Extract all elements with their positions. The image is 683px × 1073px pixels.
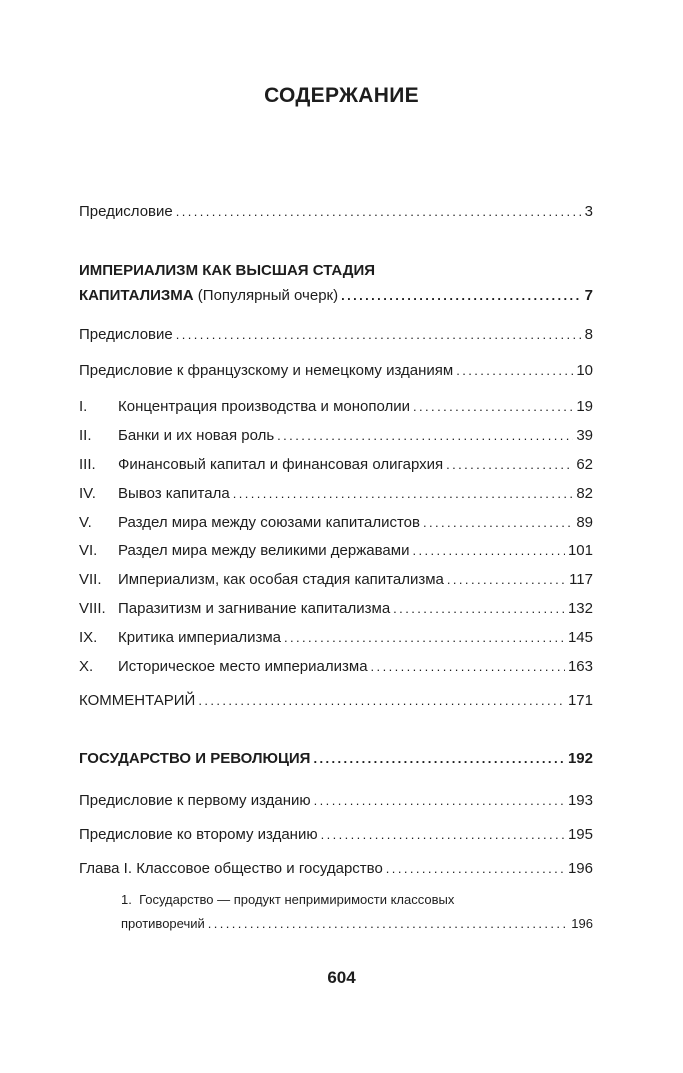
toc-entry-page: 8 xyxy=(584,326,593,343)
chapter-number: IV. xyxy=(79,485,96,502)
toc-entry-label: Предисловие xyxy=(79,203,173,220)
toc-entry-page: 193 xyxy=(567,792,593,809)
chapter-page: 163 xyxy=(567,658,593,675)
dot-leader xyxy=(412,542,565,560)
part2-title: ГОСУДАРСТВО И РЕВОЛЮЦИЯ xyxy=(79,750,311,767)
section1-title-line2: противоречий xyxy=(121,916,205,931)
toc-entry-page: 196 xyxy=(567,860,593,877)
chapter-number: IX. xyxy=(79,629,98,646)
toc-entry-part2-preface1[interactable] xyxy=(79,792,593,810)
dot-leader xyxy=(423,514,573,532)
chapter-page: 62 xyxy=(576,456,593,473)
toc-entry-page: 3 xyxy=(584,203,593,220)
toc-entry-part1-preface[interactable] xyxy=(79,326,593,344)
chapter-page: 145 xyxy=(567,629,593,646)
toc-entry-part2[interactable] xyxy=(79,750,593,768)
dot-leader xyxy=(371,658,565,676)
page-number: 604 xyxy=(327,968,356,987)
dot-leader xyxy=(208,915,569,933)
chapter-title: Банки и их новая роль xyxy=(118,427,275,444)
toc-entry-page: 7 xyxy=(584,287,593,304)
chapter-title: Финансовый капитал и финансовая олигархия xyxy=(118,456,444,473)
chapter-title: Вывоз капитала xyxy=(118,485,230,502)
toc-chapter-2[interactable] xyxy=(79,427,593,445)
toc-chapter-8[interactable] xyxy=(79,600,593,618)
dot-leader xyxy=(176,203,582,221)
dot-leader xyxy=(314,792,565,810)
dot-leader xyxy=(321,826,565,844)
toc-entry-commentary[interactable] xyxy=(79,692,593,710)
chapter-page: 117 xyxy=(569,571,593,588)
toc-chapter-6[interactable] xyxy=(79,542,593,560)
chapter-number: V. xyxy=(79,514,92,531)
chapter-page: 19 xyxy=(576,398,593,415)
dot-leader xyxy=(313,750,565,768)
toc-entry-page: 192 xyxy=(567,750,593,767)
chapter-number: VII. xyxy=(79,571,102,588)
chapter-page: 39 xyxy=(576,427,593,444)
toc-entry-preface-fr-de[interactable] xyxy=(79,362,593,380)
chapter-title: Критика империализма xyxy=(118,629,281,646)
part1-title-line2: КАПИТАЛИЗМА xyxy=(79,287,194,304)
chapter-title: Концентрация производства и монополии xyxy=(118,398,411,415)
toc-entry-label: Предисловие xyxy=(79,326,173,343)
toc-entry-label: Предисловие к первому изданию xyxy=(79,792,311,809)
toc-entry-label: Предисловие к французскому и немецкому изданиям xyxy=(79,362,454,379)
toc-chapter-10[interactable] xyxy=(79,658,593,676)
part1-title-line1: ИМПЕРИАЛИЗМ КАК ВЫСШАЯ СТАДИЯ xyxy=(79,262,376,279)
toc-entry-section1[interactable] xyxy=(121,915,593,933)
dot-leader xyxy=(447,571,566,589)
toc-chapter-4[interactable] xyxy=(79,485,593,503)
toc-chapter-3[interactable] xyxy=(79,456,593,474)
toc-entry-label: Предисловие ко второму изданию xyxy=(79,826,318,843)
toc-entry-page: 171 xyxy=(567,692,593,709)
dot-leader xyxy=(284,629,565,647)
chapter-page: 132 xyxy=(567,600,593,617)
dot-leader xyxy=(413,398,573,416)
dot-leader xyxy=(456,362,573,380)
toc-entry-page: 10 xyxy=(576,362,593,379)
section1-title-line1: 1. Государство — продукт непримиримости классовых xyxy=(121,892,455,907)
dot-leader xyxy=(386,860,565,878)
dot-leader xyxy=(341,287,582,305)
toc-entry-label: Глава I. Классовое общество и государство xyxy=(79,860,383,877)
chapter-page: 82 xyxy=(576,485,593,502)
part1-subtitle: (Популярный очерк) xyxy=(193,287,339,304)
chapter-number: VI. xyxy=(79,542,98,559)
toc-entry-page: 196 xyxy=(571,916,593,931)
toc-entry-preface[interactable] xyxy=(79,203,593,221)
toc-entry-page: 195 xyxy=(567,826,593,843)
dot-leader xyxy=(446,456,573,474)
chapter-number: VIII. xyxy=(79,600,106,617)
chapter-title: Раздел мира между союзами капиталистов xyxy=(118,514,420,531)
chapter-title: Паразитизм и загнивание капитализма xyxy=(118,600,391,617)
page-title: СОДЕРЖАНИЕ xyxy=(264,84,419,107)
chapter-title: Империализм, как особая стадия капитализма xyxy=(118,571,444,588)
toc-entry-label: КОММЕНТАРИЙ xyxy=(79,692,196,709)
chapter-title: Раздел мира между великими державами xyxy=(118,542,410,559)
toc-chapter-1[interactable] xyxy=(79,398,593,416)
chapter-page: 89 xyxy=(576,514,593,531)
dot-leader xyxy=(233,485,574,503)
toc-entry-chapter1[interactable] xyxy=(79,860,593,878)
chapter-number: II. xyxy=(79,427,92,444)
chapter-page: 101 xyxy=(567,542,593,559)
chapter-title: Историческое место империализма xyxy=(118,658,368,675)
chapter-number: III. xyxy=(79,456,96,473)
toc-chapter-7[interactable] xyxy=(79,571,593,589)
toc-chapter-9[interactable] xyxy=(79,629,593,647)
chapter-number: I. xyxy=(79,398,88,415)
chapter-number: X. xyxy=(79,658,94,675)
dot-leader xyxy=(277,427,573,445)
toc-chapter-5[interactable] xyxy=(79,514,593,532)
dot-leader xyxy=(393,600,565,618)
dot-leader xyxy=(198,692,565,710)
toc-entry-part1[interactable] xyxy=(79,287,593,305)
dot-leader xyxy=(176,326,582,344)
toc-entry-part2-preface2[interactable] xyxy=(79,826,593,844)
